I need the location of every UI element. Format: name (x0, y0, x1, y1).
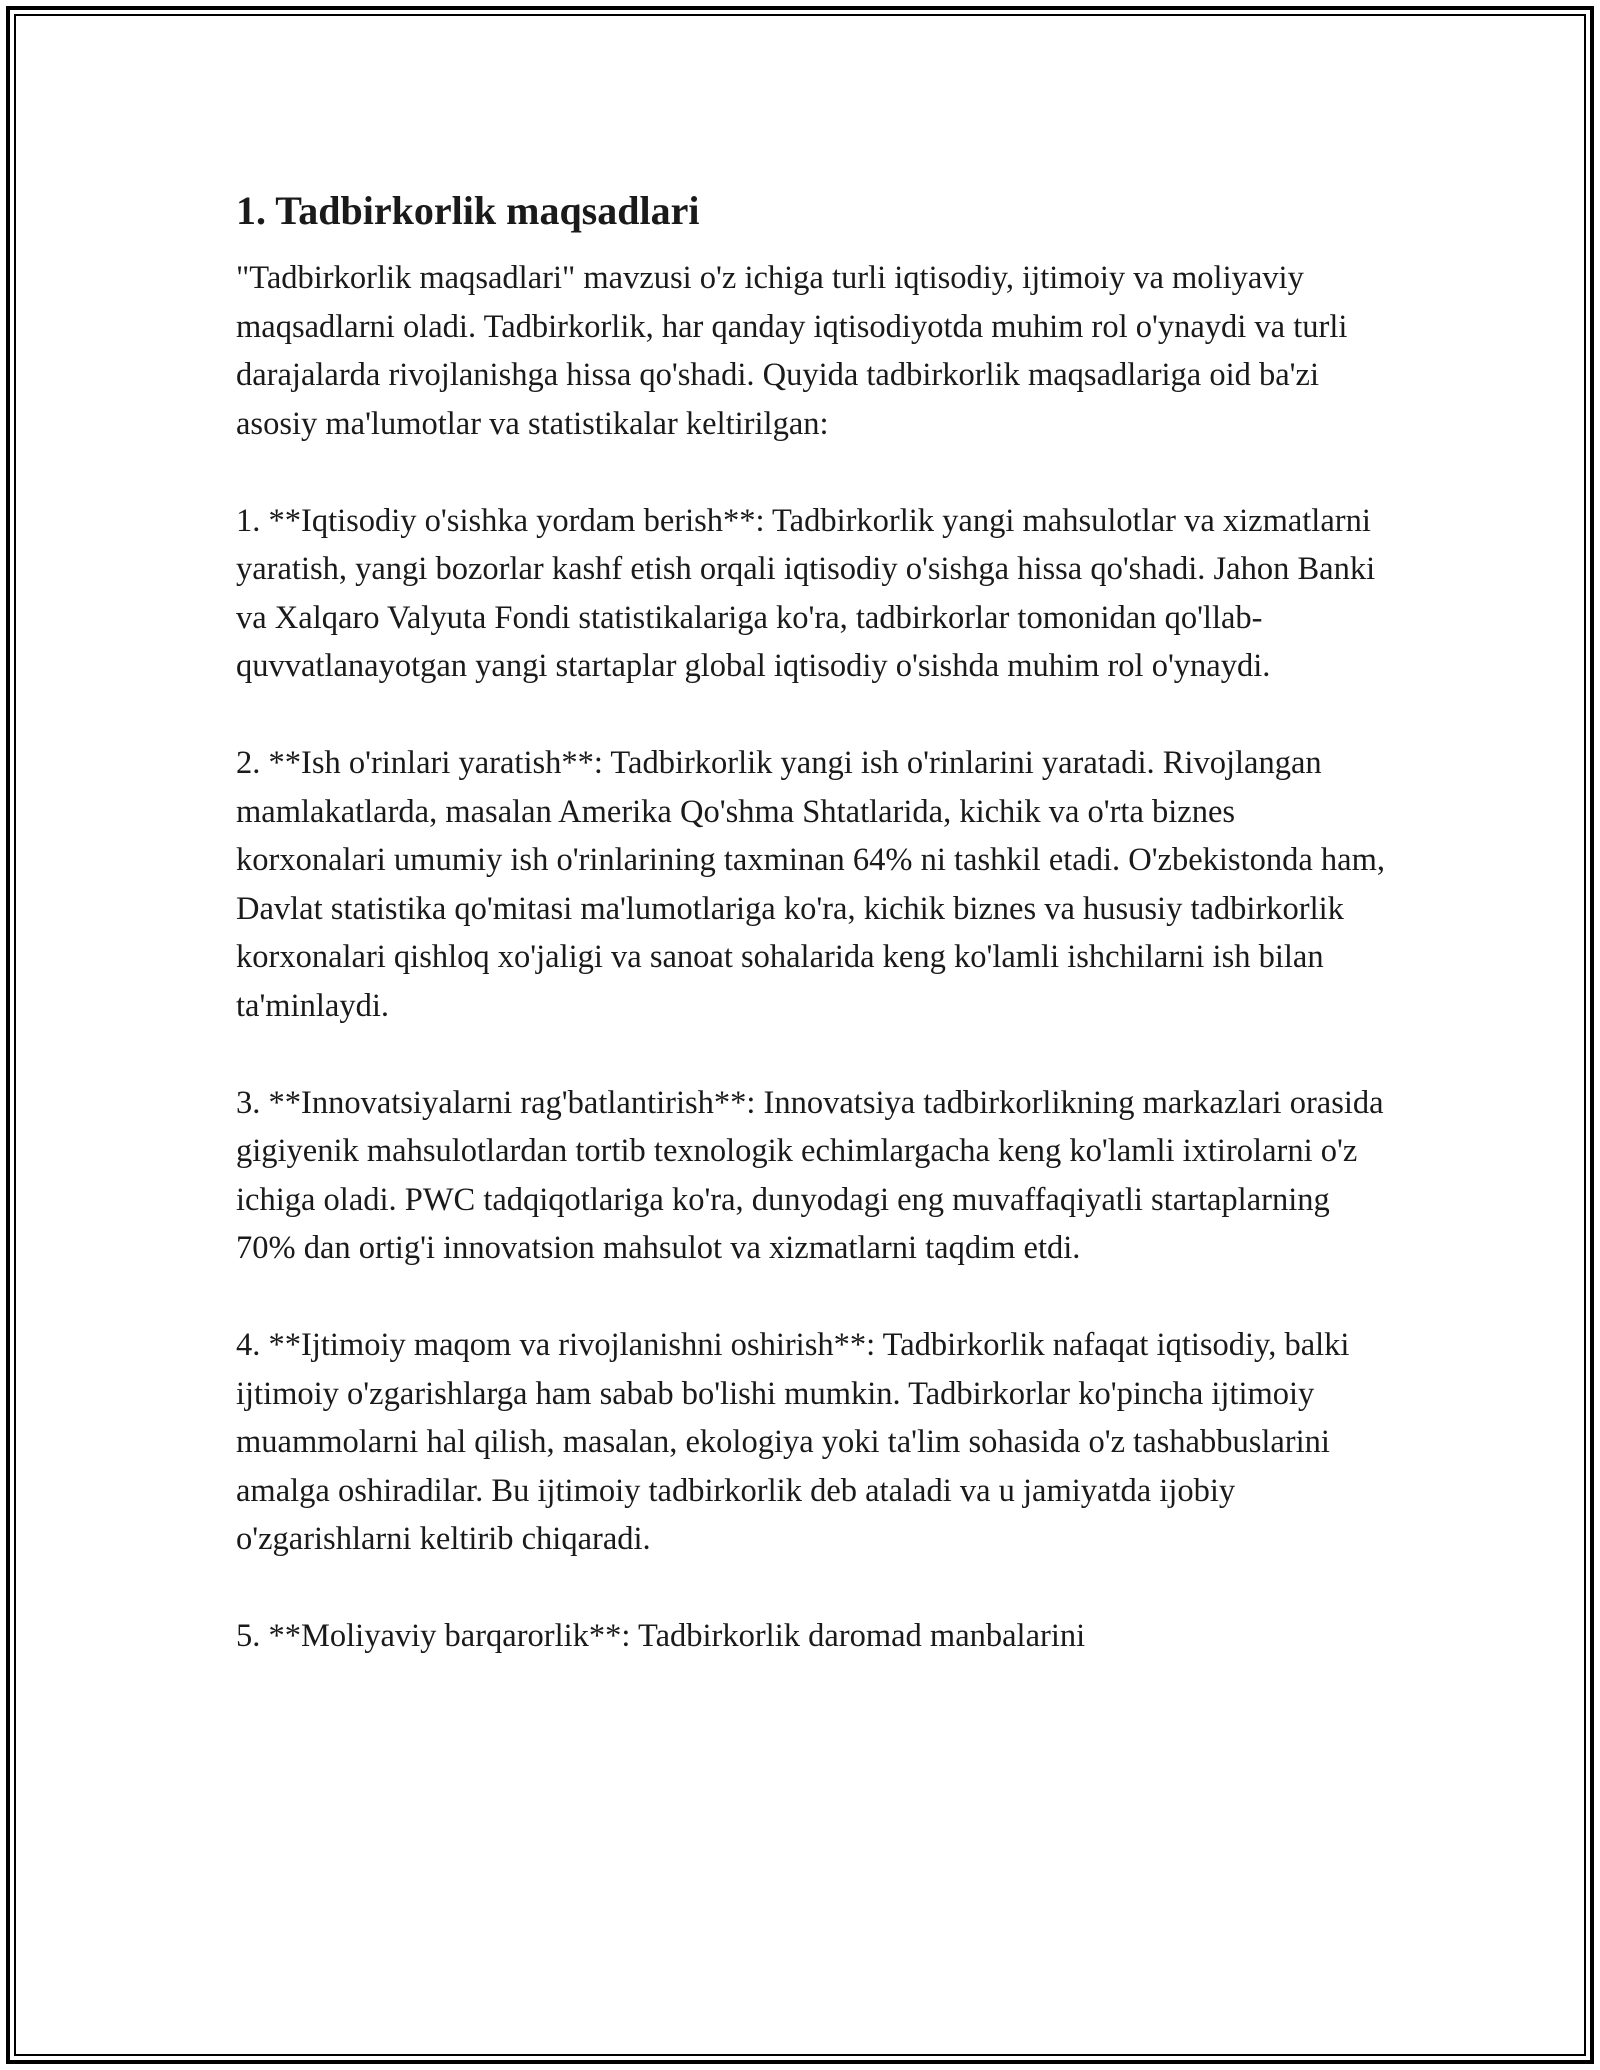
intro-paragraph: "Tadbirkorlik maqsadlari" mavzusi o'z ichiga turli iqtisodiy, ijtimoiy va moliyaviy maqsadlarni oladi. Tadbirkorlik, har qanday iqtisodiyotda muhim rol o'ynaydi va turli darajalarda rivojlanishga hissa qo'shadi. Quyida tadbirkorlik maqsadlariga oid ba'zi asosiy ma'lumotlar va statistikalar keltirilgan: (236, 260, 1348, 442)
document-page (236, 186, 1386, 1709)
list-item-financial-stability: 5. **Moliyaviy barqarorlik**: Tadbirkorlik daromad manbalarini (236, 1618, 1086, 1654)
list-item-innovation: 3. **Innovatsiyalarni rag'batlantirish**: Innovatsiya tadbirkorlikning markazlari orasida gigiyenik mahsulotlardan tortib texnologik echimlargacha keng ko'lamli ixtirolarni o'z ichiga oladi. PWC tadqiqotlariga ko'ra, dunyodagi eng muvaffaqiyatli startaplarning 70% dan ortig'i innovatsion mahsulot va xizmatlarni taqdim etdi. (236, 1084, 1384, 1266)
list-item-social-status: 4. **Ijtimoiy maqom va rivojlanishni oshirish**: Tadbirkorlik nafaqat iqtisodiy, balki ijtimoiy o'zgarishlarga ham sabab bo'lishi mumkin. Tadbirkorlar ko'pincha ijtimoiy muammolarni hal qilish, masalan, ekologiya yoki ta'lim sohasida o'z tashabbuslarini amalga oshiradilar. Bu ijtimoiy tadbirkorlik deb ataladi va u jamiyatda ijobiy o'zgarishlarni keltirib chiqaradi. (236, 1327, 1350, 1557)
document-title: 1. Tadbirkorlik maqsadlari (236, 188, 700, 233)
list-item-job-creation: 2. **Ish o'rinlari yaratish**: Tadbirkorlik yangi ish o'rinlarini yaratadi. Rivojlangan mamlakatlarda, masalan Amerika Qo'shma Shtatlarida, kichik va o'rta biznes korxonalari umumiy ish o'rinlarining taxminan 64% ni tashkil etadi. O'zbekistonda ham, Davlat statistika qo'mitasi ma'lumotlariga ko'ra, kichik biznes va hususiy tadbirkorlik korxonalari qishloq xo'jaligi va sanoat sohalarida keng ko'lamli ishchilarni ish bilan ta'minlaydi. (236, 745, 1385, 1024)
list-item-economic-growth: 1. **Iqtisodiy o'sishka yordam berish**: Tadbirkorlik yangi mahsulotlar va xizmatlarni yaratish, yangi bozorlar kashf etish orqali iqtisodiy o'sishga hissa qo'shadi. Jahon Banki va Xalqaro Valyuta Fondi statistikalariga ko'ra, tadbirkorlar tomonidan qo'llab-quvvatlanayotgan yangi startaplar global iqtisodiy o'sishda muhim rol o'ynaydi. (236, 502, 1376, 684)
